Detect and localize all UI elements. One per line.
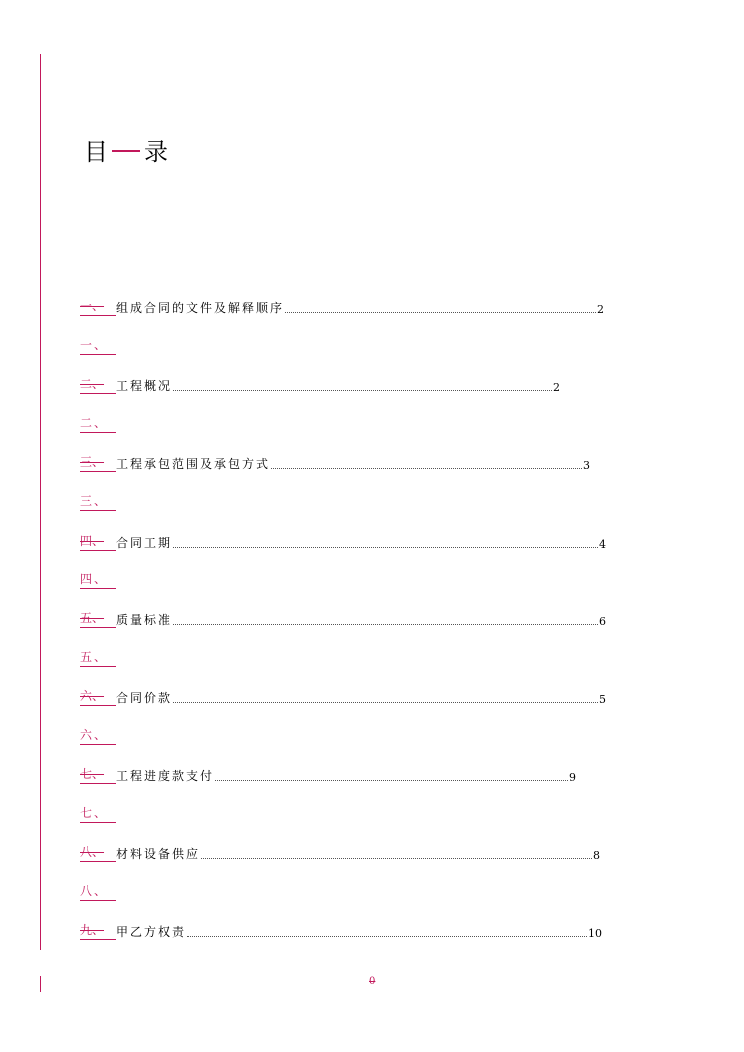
toc-entry-7[interactable] <box>80 762 576 784</box>
toc-entry-label: 工程概况 <box>116 379 173 393</box>
toc-dot-leader <box>201 858 592 859</box>
toc-inserted-number: 三、 <box>80 492 116 511</box>
toc-page-number: 6 <box>599 615 606 628</box>
toc-page-number: 3 <box>583 459 590 472</box>
toc-entry-1[interactable] <box>80 294 604 316</box>
toc-page-number: 9 <box>569 771 576 784</box>
toc-dot-leader <box>173 547 598 548</box>
toc-entry-label: 质量标准 <box>116 613 173 627</box>
toc-inserted-number: 七、 <box>80 804 116 823</box>
toc-dot-leader <box>173 702 598 703</box>
toc-entry-label: 工程进度款支付 <box>116 769 215 783</box>
toc-inserted-number: 一、 <box>80 336 116 355</box>
toc-entry-label: 合同价款 <box>116 691 173 705</box>
toc-page-number: 5 <box>599 693 606 706</box>
toc-inserted-number: 二、 <box>80 414 116 433</box>
toc-entry-label: 材料设备供应 <box>116 847 201 861</box>
toc-page-number: 10 <box>588 927 602 940</box>
toc-dot-leader <box>187 936 587 937</box>
toc-inserted-number: 六、 <box>80 726 116 745</box>
title-char-left: 目 <box>84 138 108 166</box>
toc-inserted-number: 五、 <box>80 648 116 667</box>
title-char-right: 录 <box>144 138 168 166</box>
toc-entry-3[interactable] <box>80 450 590 472</box>
toc-entry-5[interactable] <box>80 606 606 628</box>
toc-entry-number-deleted: 一、 <box>80 297 116 316</box>
toc-page-number: 2 <box>597 303 604 316</box>
toc-dot-leader <box>173 624 598 625</box>
footer-page-number: 0 <box>369 976 376 987</box>
toc-dot-leader <box>271 468 582 469</box>
toc-entry-2[interactable] <box>80 372 560 394</box>
toc-entry-6[interactable] <box>80 684 606 706</box>
toc-page-number: 8 <box>593 849 600 862</box>
title-insertion-mark <box>112 150 140 152</box>
toc-page-number: 4 <box>599 538 606 551</box>
footer-change-bar <box>40 976 41 992</box>
toc-page-number: 2 <box>553 381 560 394</box>
toc-entry-number-deleted: 六、 <box>80 687 116 706</box>
toc-entry-4[interactable] <box>80 529 606 551</box>
toc-entry-number-deleted: 五、 <box>80 609 116 628</box>
toc-entry-number-deleted: 九、 <box>80 921 116 940</box>
toc-entry-label: 工程承包范围及承包方式 <box>116 457 271 471</box>
toc-entry-number-deleted: 八、 <box>80 843 116 862</box>
toc-entry-number-deleted: 二、 <box>80 375 116 394</box>
toc-entry-label: 合同工期 <box>116 536 173 550</box>
toc-dot-leader <box>285 312 596 313</box>
toc-entry-label: 组成合同的文件及解释顺序 <box>116 301 285 315</box>
toc-entry-number-deleted: 四、 <box>80 532 116 551</box>
revision-change-bar <box>40 54 41 950</box>
toc-entry-8[interactable] <box>80 840 600 862</box>
toc-entry-label: 甲乙方权责 <box>116 925 187 939</box>
toc-inserted-number: 八、 <box>80 882 116 901</box>
toc-entry-number-deleted: 三、 <box>80 453 116 472</box>
toc-dot-leader <box>215 780 568 781</box>
toc-entry-9[interactable] <box>80 918 602 940</box>
page-title <box>84 132 168 167</box>
toc-dot-leader <box>173 390 552 391</box>
toc-inserted-number: 四、 <box>80 570 116 589</box>
toc-entry-number-deleted: 七、 <box>80 765 116 784</box>
